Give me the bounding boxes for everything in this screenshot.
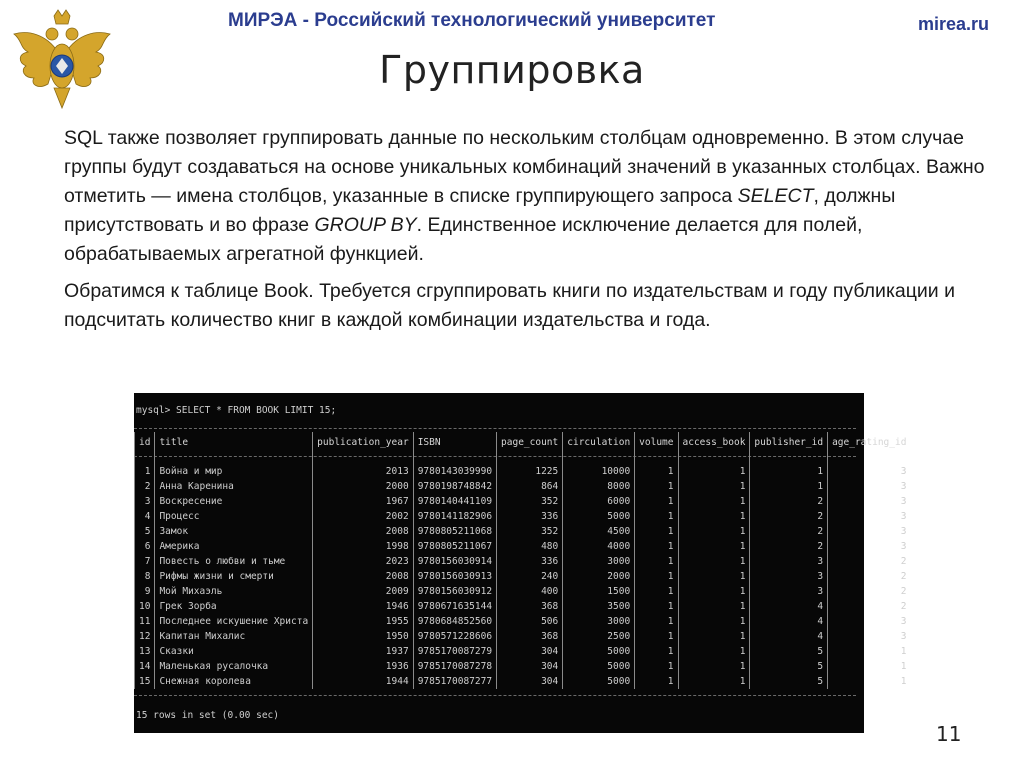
slide-title: Группировка [379,48,645,92]
table-cell: 2 [135,479,155,494]
column-header-volume: volume [635,432,678,458]
table-cell: 9780571228606 [413,629,496,644]
table-cell: Война и мир [155,458,313,479]
table-cell: 9780140441109 [413,494,496,509]
table-cell: 9780198748842 [413,479,496,494]
site-link[interactable]: mirea.ru [918,14,990,34]
table-row [135,614,911,629]
table-cell: Грек Зорба [155,599,313,614]
table-cell: 1 [678,584,750,599]
page-number: 11 [936,722,962,746]
table-border-top [134,428,856,429]
table-cell: 1 [678,554,750,569]
paragraph-text: SQL также позволяет группировать данные по нескольким столбцам одновременно. В этом случае группы будут создаваться на основе уникальных комбинаций значений в указанных столбцах. Важно отметить — имена столбцов, указанные в списке группирующего запроса [64,127,985,207]
table-cell: 1 [635,629,678,644]
table-cell: 1 [635,539,678,554]
table-cell: 1 [635,458,678,479]
table-cell: 1 [135,458,155,479]
table-cell: 1967 [313,494,414,509]
table-cell: 336 [497,509,563,524]
table-cell: 3 [828,509,911,524]
table-cell: 9780143039990 [413,458,496,479]
table-cell: 3 [828,614,911,629]
table-cell: Мой Михаэль [155,584,313,599]
table-cell: 3 [828,458,911,479]
table-cell: 1 [678,524,750,539]
table-cell: 1 [678,569,750,584]
table-cell: 9780141182906 [413,509,496,524]
table-cell: 1 [750,458,828,479]
table-cell: Сказки [155,644,313,659]
table-cell: 1225 [497,458,563,479]
table-cell: 368 [497,629,563,644]
table-cell: Капитан Михалис [155,629,313,644]
column-header-isbn: ISBN [413,432,496,458]
table-cell: 1500 [563,584,635,599]
table-cell: 1998 [313,539,414,554]
table-cell: 3000 [563,614,635,629]
table-cell: 1937 [313,644,414,659]
table-cell: 1950 [313,629,414,644]
table-cell: Воскресение [155,494,313,509]
table-cell: 1 [635,674,678,689]
table-cell: 9785170087277 [413,674,496,689]
table-cell: 240 [497,569,563,584]
table-row [135,629,911,644]
table-cell: 9780671635144 [413,599,496,614]
table-cell: 1 [635,524,678,539]
mysql-terminal-screenshot [134,393,907,733]
table-border-bottom [134,695,856,696]
table-cell: 368 [497,599,563,614]
table-cell: 3500 [563,599,635,614]
table-cell: 3 [828,479,911,494]
table-cell: 14 [135,659,155,674]
table-cell: 1 [635,494,678,509]
table-cell: 352 [497,494,563,509]
table-cell: 2008 [313,524,414,539]
table-cell: 1 [635,599,678,614]
table-cell: 2 [828,569,911,584]
column-header-age-rating-id: age_rating_id [828,432,911,458]
table-cell: 1 [635,584,678,599]
table-cell: 1946 [313,599,414,614]
table-cell: 5000 [563,674,635,689]
table-cell: 2009 [313,584,414,599]
sql-command: mysql> SELECT * FROM BOOK LIMIT 15; [136,405,337,416]
table-cell: Снежная королева [155,674,313,689]
table-cell: 3000 [563,554,635,569]
table-cell: 9780156030913 [413,569,496,584]
table-cell: 1 [828,659,911,674]
table-cell: 1 [678,494,750,509]
table-cell: 2 [750,524,828,539]
table-cell: 3 [828,539,911,554]
table-cell: 8 [135,569,155,584]
table-cell: 2013 [313,458,414,479]
table-row [135,599,911,614]
table-cell: 9780156030912 [413,584,496,599]
table-cell: 5000 [563,644,635,659]
table-cell: 2 [828,584,911,599]
table-cell: 13 [135,644,155,659]
table-cell: 304 [497,659,563,674]
table-cell: 2500 [563,629,635,644]
table-cell: 4500 [563,524,635,539]
table-cell: 5000 [563,659,635,674]
table-row [135,659,911,674]
table-cell: 1955 [313,614,414,629]
table-cell: 1 [750,479,828,494]
table-cell: 8000 [563,479,635,494]
table-cell: 3 [828,524,911,539]
table-row [135,524,911,539]
table-cell: Рифмы жизни и смерти [155,569,313,584]
table-cell: 506 [497,614,563,629]
table-cell: 1 [678,479,750,494]
table-cell: 9785170087278 [413,659,496,674]
column-header-publisher-id: publisher_id [750,432,828,458]
table-cell: Последнее искушение Христа [155,614,313,629]
table-cell: 480 [497,539,563,554]
keyword-select: SELECT [737,185,814,207]
header-row [135,432,911,458]
table-cell: 9780805211067 [413,539,496,554]
table-cell: 304 [497,674,563,689]
table-cell: 5 [750,659,828,674]
table-cell: 3 [750,554,828,569]
table-cell: 1 [635,479,678,494]
table-cell: 3 [135,494,155,509]
table-cell: 1 [635,644,678,659]
result-table [134,432,910,689]
table-cell: 1 [635,569,678,584]
table-cell: 304 [497,644,563,659]
table-cell: 2 [828,599,911,614]
table-row [135,458,911,479]
table-cell: 3 [828,494,911,509]
table-cell: 2000 [313,479,414,494]
column-header-publication-year: publication_year [313,432,414,458]
column-header-page-count: page_count [497,432,563,458]
table-cell: 864 [497,479,563,494]
table-cell: 1 [635,509,678,524]
table-cell: 1 [678,599,750,614]
table-cell: 2002 [313,509,414,524]
table-cell: 12 [135,629,155,644]
paragraph-grouping-explanation [64,124,994,269]
table-cell: 2000 [563,569,635,584]
table-cell: Замок [155,524,313,539]
table-cell: 1 [635,659,678,674]
keyword-group-by: GROUP BY [314,214,417,236]
table-cell: 4 [750,614,828,629]
table-row [135,509,911,524]
table-cell: 9780805211068 [413,524,496,539]
table-cell: 1944 [313,674,414,689]
table-cell: 10000 [563,458,635,479]
table-cell: 352 [497,524,563,539]
table-cell: 3 [828,629,911,644]
table-cell: 5000 [563,509,635,524]
table-cell: 1 [635,554,678,569]
table-cell: 2 [750,509,828,524]
table-cell: 336 [497,554,563,569]
table-cell: 1 [828,674,911,689]
table-row [135,674,911,689]
table-cell: 1936 [313,659,414,674]
table-cell: 1 [678,509,750,524]
column-header-id: id [135,432,155,458]
table-cell: 2023 [313,554,414,569]
table-cell: 7 [135,554,155,569]
table-cell: 10 [135,599,155,614]
table-cell: 1 [678,659,750,674]
result-table-body [135,458,911,689]
table-cell: Процесс [155,509,313,524]
table-cell: 5 [750,674,828,689]
table-cell: 4 [135,509,155,524]
table-row [135,569,911,584]
table-cell: 15 [135,674,155,689]
table-cell: 2 [828,554,911,569]
table-row [135,479,911,494]
table-cell: 2 [750,494,828,509]
result-summary: 15 rows in set (0.00 sec) [136,710,279,721]
table-cell: 1 [678,644,750,659]
table-cell: 3 [750,569,828,584]
table-cell: 9 [135,584,155,599]
table-cell: 2 [750,539,828,554]
paragraph-text: . Единственное исключение делается для полей, обрабатываемых агрегатной функцией. [64,214,863,265]
table-cell: 4 [750,629,828,644]
paragraph-text: , должны присутствовать и во фразе [64,185,896,236]
table-cell: 6 [135,539,155,554]
column-header-access-book: access_book [678,432,750,458]
table-row [135,494,911,509]
table-cell: 11 [135,614,155,629]
table-cell: Повесть о любви и тьме [155,554,313,569]
table-cell: 1 [678,674,750,689]
table-row [135,539,911,554]
table-row [135,584,911,599]
table-cell: 5 [750,644,828,659]
table-cell: 1 [678,458,750,479]
table-cell: 1 [828,644,911,659]
table-cell: 2008 [313,569,414,584]
table-cell: 6000 [563,494,635,509]
table-row [135,644,911,659]
table-cell: 1 [678,629,750,644]
organization-title: МИРЭА - Российский технологический университет [228,10,716,31]
slide-body [64,124,994,343]
table-cell: 4000 [563,539,635,554]
table-cell: 9780156030914 [413,554,496,569]
column-header-circulation: circulation [563,432,635,458]
table-cell: 5 [135,524,155,539]
column-header-title: title [155,432,313,458]
result-table-header [135,432,911,458]
table-cell: 4 [750,599,828,614]
table-cell: 1 [635,614,678,629]
paragraph-task: Обратимся к таблице Book. Требуется сгруппировать книги по издательствам и году публикации и подсчитать количество книг в каждой комбинации издательства и года. [64,280,956,331]
table-cell: 9785170087279 [413,644,496,659]
table-cell: 1 [678,539,750,554]
table-cell: 1 [678,614,750,629]
table-cell: Анна Каренина [155,479,313,494]
table-cell: Америка [155,539,313,554]
table-cell: 400 [497,584,563,599]
table-cell: 9780684852560 [413,614,496,629]
table-row [135,554,911,569]
table-cell: 3 [750,584,828,599]
table-cell: Маленькая русалочка [155,659,313,674]
